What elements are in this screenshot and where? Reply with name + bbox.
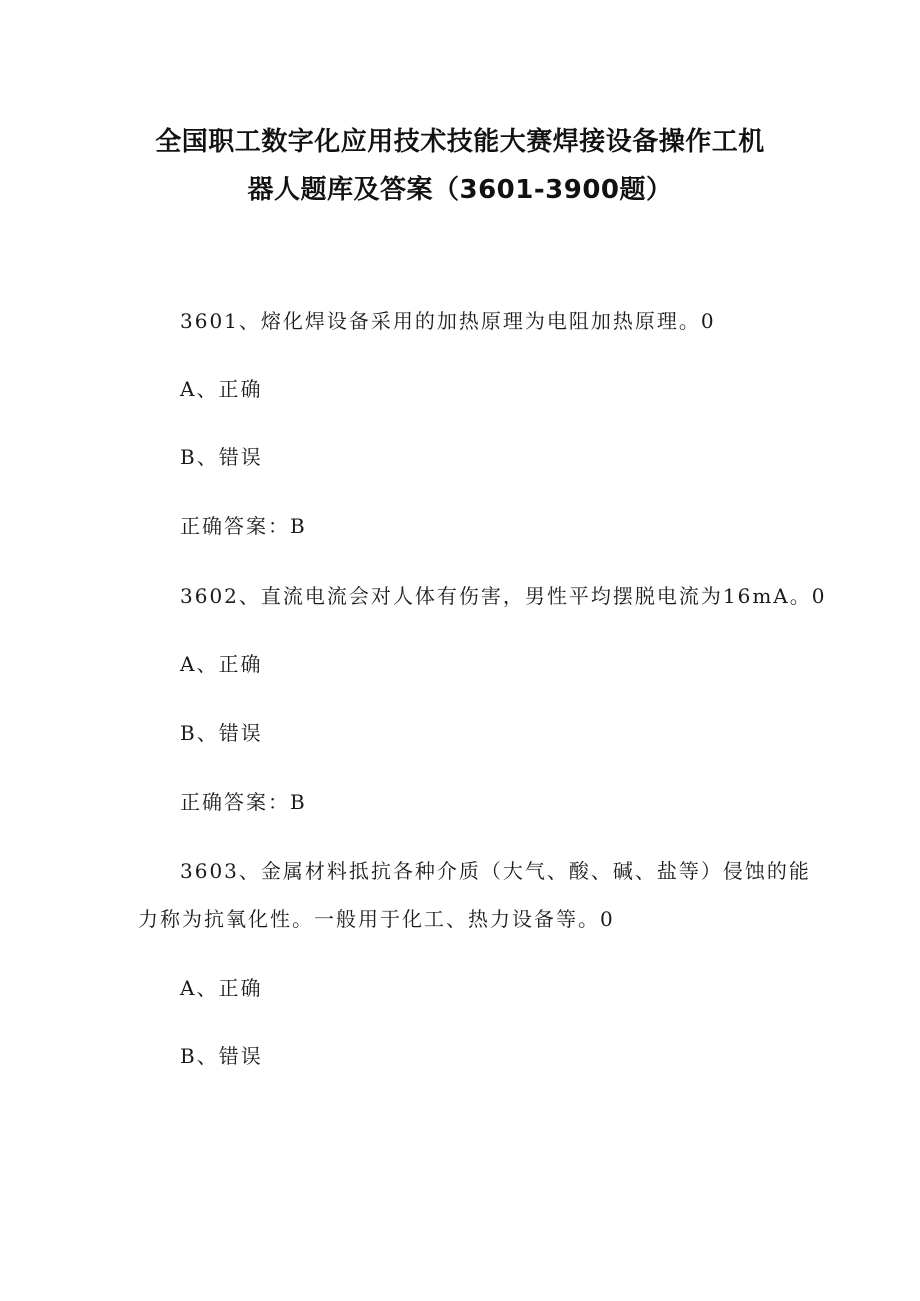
question-3602-option-a: A、正确 <box>180 652 263 676</box>
document-title-line-1: 全国职工数字化应用技术技能大赛焊接设备操作工机 <box>155 127 765 157</box>
question-3603-option-b: B、错误 <box>180 1044 263 1068</box>
question-3601-option-a: A、正确 <box>180 377 263 401</box>
question-3601-option-b: B、错误 <box>180 445 263 469</box>
question-3603-text-line-2: 力称为抗氧化性。一般用于化工、热力设备等。0 <box>138 907 615 931</box>
document-title-line-2: 器人题库及答案（3601-3900题） <box>247 175 673 205</box>
question-3603-option-a: A、正确 <box>180 976 263 1000</box>
question-3603-text-line-1: 3603、金属材料抵抗各种介质（大气、酸、碱、盐等）侵蚀的能 <box>180 859 811 883</box>
question-3602-answer: 正确答案：B <box>180 790 307 814</box>
question-3601-answer: 正确答案：B <box>180 514 307 538</box>
question-3601-text: 3601、熔化焊设备采用的加热原理为电阻加热原理。0 <box>180 309 716 333</box>
question-3602-text: 3602、直流电流会对人体有伤害，男性平均摆脱电流为16mA。0 <box>180 584 827 608</box>
question-3602-option-b: B、错误 <box>180 721 263 745</box>
